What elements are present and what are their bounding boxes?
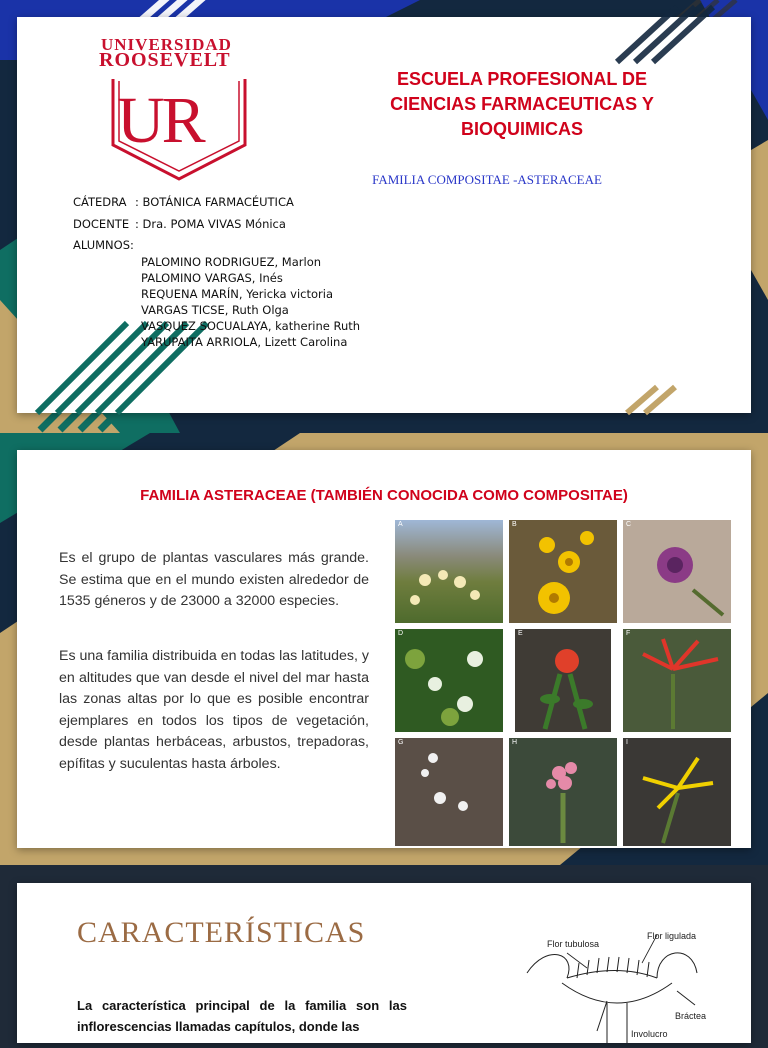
flower-photo-i xyxy=(623,738,731,846)
student-name: PALOMINO RODRIGUEZ, Marlon xyxy=(141,255,322,269)
photo-label: I xyxy=(626,739,628,746)
intro-paragraph: Es el grupo de plantas vasculares más grande. Se estima que en el mundo existen alrededor de 1535 géneros y de 23000 a 32000 especies. xyxy=(59,550,369,609)
characteristics-text: La característica principal de la familia son las inflorescencias llamadas capítulos, donde las xyxy=(77,998,407,1034)
flower-photo-f xyxy=(623,629,731,732)
characteristics-title: CARACTERÍSTICAS xyxy=(77,916,366,949)
catedra-row xyxy=(73,195,294,209)
label-involucro: Involucro xyxy=(631,1029,668,1039)
flower-photo-c xyxy=(623,520,731,623)
school-title: ESCUELA PROFESIONAL DE CIENCIAS FARMACEUTICAS Y BIOQUIMICAS xyxy=(390,69,654,139)
flower-illustration xyxy=(395,520,503,623)
photo-label: D xyxy=(398,630,404,637)
catedra-value: : BOTÁNICA FARMACÉUTICA xyxy=(135,195,294,209)
students-list xyxy=(141,254,360,350)
capitulum-diagram xyxy=(507,923,727,1043)
student-name: YARUPAITA ARRIOLA, Lizett Carolina xyxy=(141,335,348,349)
asteraceae-slide xyxy=(0,433,768,865)
flower-photo-h xyxy=(509,738,617,846)
flower-photo-g xyxy=(395,738,503,846)
logo-roosevelt-text: ROOSEVELT xyxy=(99,49,231,71)
student-name: REQUENA MARÍN, Yericka victoria xyxy=(141,287,334,301)
student-name: PALOMINO VARGAS, Inés xyxy=(141,271,283,285)
flower-illustration xyxy=(623,520,731,623)
student-name: VARGAS TICSE, Ruth Olga xyxy=(141,303,289,317)
logo-university-text: UNIVERSIDAD xyxy=(101,35,232,54)
flower-illustration xyxy=(623,738,731,846)
docente-row xyxy=(73,217,286,231)
title-card xyxy=(17,17,751,413)
flower-illustration xyxy=(395,629,503,732)
characteristics-slide xyxy=(0,865,768,1039)
catedra-label: CÁTEDRA xyxy=(73,195,127,209)
presentation-subtitle: FAMILIA COMPOSITAE -ASTERACEAE xyxy=(372,172,602,187)
flower-illustration xyxy=(395,738,503,846)
alumnos-label: ALUMNOS: xyxy=(73,238,134,252)
label-bractea: Bráctea xyxy=(675,1011,707,1021)
photo-label: B xyxy=(512,521,517,528)
docente-value: : Dra. POMA VIVAS Mónica xyxy=(135,217,286,231)
flower-illustration xyxy=(509,738,617,846)
photo-label: A xyxy=(398,521,403,528)
capitulum-illustration xyxy=(507,923,727,1043)
distribution-paragraph: Es una familia distribuida en todas las latitudes, y en altitudes que van desde el nivel del mar hasta las zonas altas por lo que es posible encontrar ejemplares en todos los tipos de vegetación, desde plantas herbáceas, arbustos, trepadoras, epífitas y suculentas hasta árboles. xyxy=(59,648,369,772)
student-name: VASQUEZ SOCUALAYA, katherine Ruth xyxy=(141,319,361,333)
flower-photo-b xyxy=(509,520,617,623)
asteraceae-card xyxy=(17,450,751,848)
flower-photo-e xyxy=(515,629,611,732)
characteristics-card xyxy=(17,883,751,1043)
flower-photo-grid xyxy=(395,520,731,846)
university-logo xyxy=(97,35,262,185)
logo-monogram: UR xyxy=(117,84,203,157)
flower-photo-a xyxy=(395,520,503,623)
photo-label: E xyxy=(518,630,523,637)
flower-illustration xyxy=(515,629,611,732)
photo-label: G xyxy=(398,739,404,746)
flower-illustration xyxy=(623,629,731,732)
docente-label: DOCENTE xyxy=(73,217,130,231)
photo-label: C xyxy=(626,521,632,528)
photo-label: H xyxy=(512,739,518,746)
flower-illustration xyxy=(509,520,617,623)
photo-label: F xyxy=(626,630,631,637)
label-flor-tubulosa: Flor tubulosa xyxy=(547,939,600,949)
title-slide xyxy=(0,0,768,433)
flower-photo-d xyxy=(395,629,503,732)
asteraceae-title: FAMILIA ASTERACEAE (TAMBIÉN CONOCIDA COMO COMPOSITAE) xyxy=(140,487,628,504)
label-flor-ligulada: Flor ligulada xyxy=(647,931,697,941)
